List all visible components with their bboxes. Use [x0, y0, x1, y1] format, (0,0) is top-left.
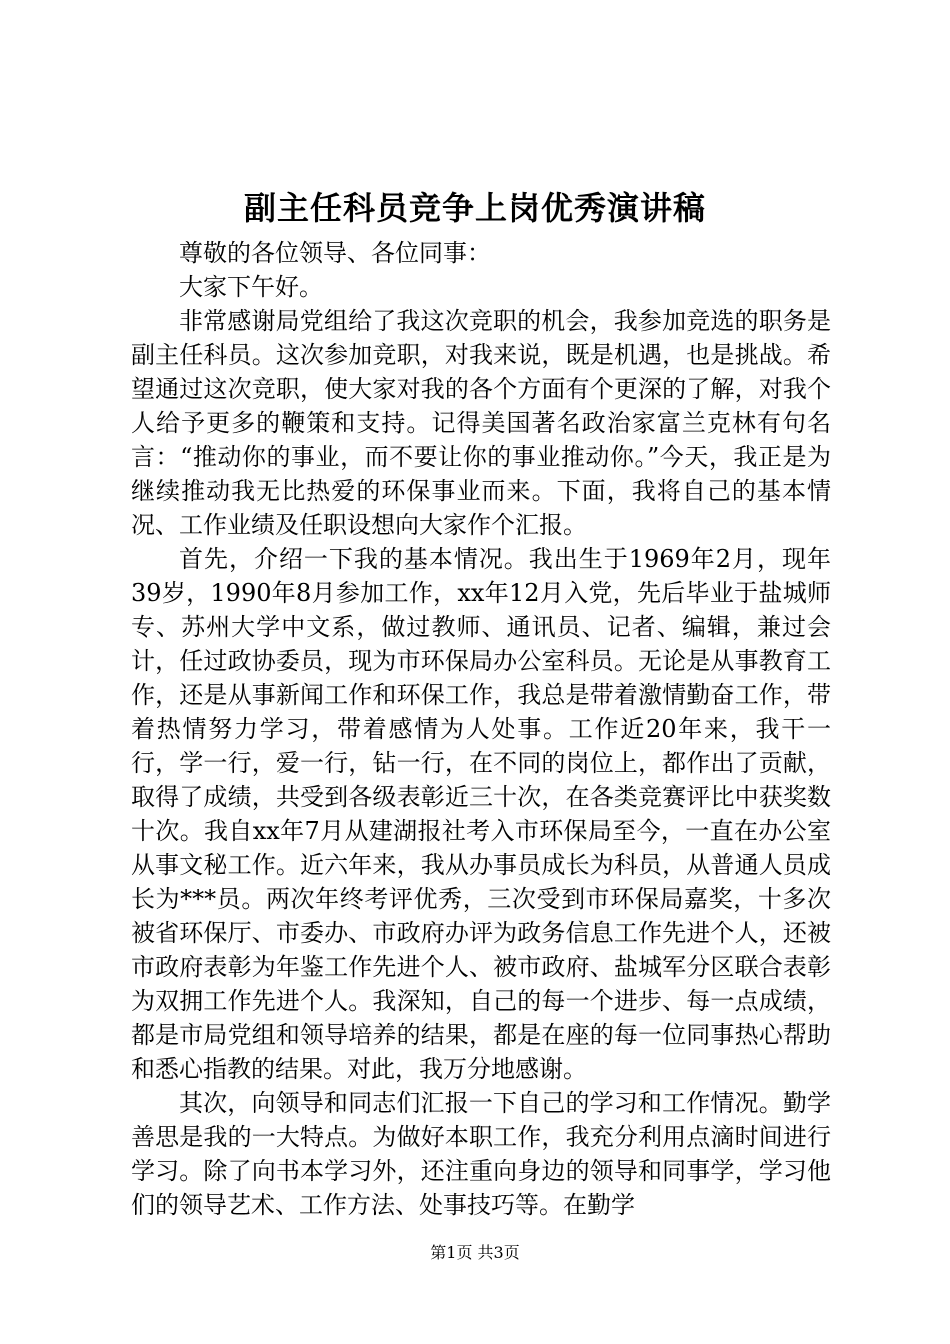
- salutation: 尊敬的各位领导、各位同事：: [179, 239, 491, 267]
- greeting: 大家下午好。: [179, 273, 323, 301]
- paragraph-intro: 非常感谢局党组给了我这次竞职的机会，我参加竞选的职务是副主任科员。这次参加竞职，对我来说，既是机遇，也是挑战。希望通过这次竞职，使大家对我的各个方面有个更深的了解，对我个人给予更多的鞭策和支持。记得美国著名政治家富兰克林有句名言：“推动你的事业，而不要让你的事业推动你。”今天，我正是为继续推动我无比热爱的环保事业而来。下面，我将自己的基本情况、工作业绩及任职设想向大家作个汇报。: [131, 307, 831, 539]
- paragraph-study-work: 其次，向领导和同志们汇报一下自己的学习和工作情况。勤学善思是我的一大特点。为做好本职工作，我充分利用点滴时间进行学习。除了向书本学习外，还注重向身边的领导和同事学，学习他们的领导艺术、工作方法、处事技巧等。在勤学: [131, 1089, 831, 1219]
- page-number: 第1页 共3页: [430, 1243, 520, 1262]
- document-title: 副主任科员竞争上岗优秀演讲稿: [243, 189, 706, 227]
- paragraph-basic-info: 首先，介绍一下我的基本情况。我出生于1969年2月，现年39岁，1990年8月参加工作，xx年12月入党，先后毕业于盐城师专、苏州大学中文系，做过教师、通讯员、记者、编辑，兼过会计，任过政协委员，现为市环保局办公室科员。无论是从事教育工作，还是从事新闻工作和环保工作，我总是带着激情勤奋工作，带着热情努力学习，带着感情为人处事。工作近20年来，我干一行，学一行，爱一行，钻一行，在不同的岗位上，都作出了贡献，取得了成绩，共受到各级表彰近三十次，在各类竞赛评比中获奖数十次。我自xx年7月从建湖报社考入市环保局至今，一直在办公室从事文秘工作。近六年来，我从办事员成长为科员，从普通人员成长为***员。两次年终考评优秀，三次受到市环保局嘉奖，十多次被省环保厅、市委办、市政府办评为政务信息工作先进个人，还被市政府表彰为年鉴工作先进个人、被市政府、盐城军分区联合表彰为双拥工作先进个人。我深知，自己的每一个进步、每一点成绩，都是市局党组和领导培养的结果，都是在座的每一位同事热心帮助和悉心指教的结果。对此，我万分地感谢。: [131, 545, 831, 1083]
- document-body: [131, 236, 831, 1222]
